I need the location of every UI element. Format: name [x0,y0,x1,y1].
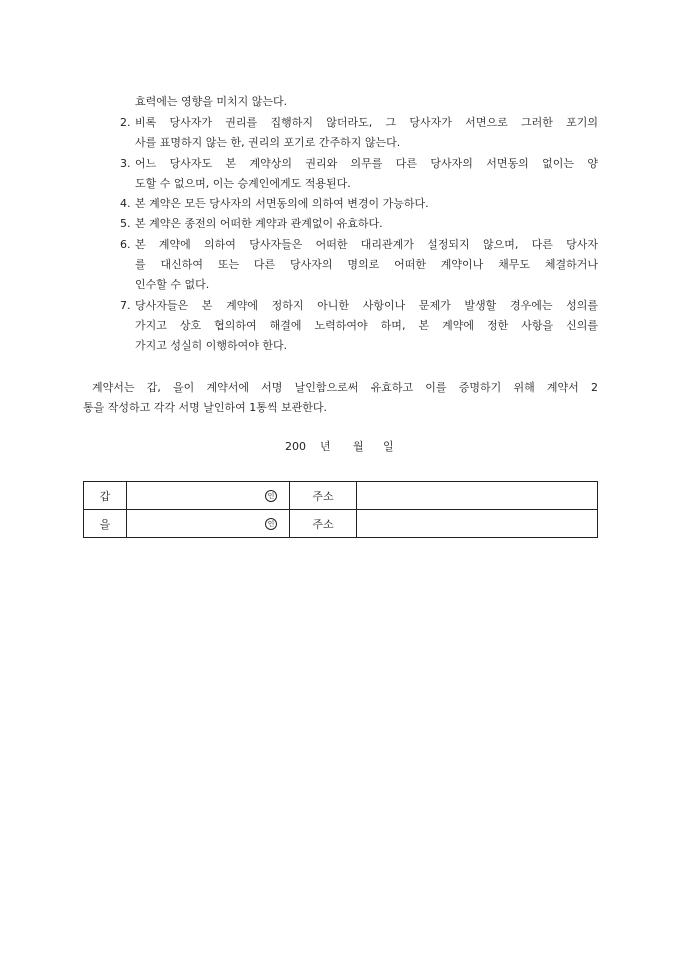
date-year: 200 [285,440,306,453]
clause-text-line: 사를 표명하지 않는 한, 권리의 포기로 간주하지 않는다. [135,136,401,149]
closing-paragraph-line: 통을 작성하고 각각 서명 날인하여 1통씩 보관한다. [83,401,327,414]
closing-paragraph-line: 계약서는 갑, 을이 계약서에 서명 날인함으로써 유효하고 이를 증명하기 위해 계약서 2 [92,381,598,394]
clause-number: 7. [120,299,131,312]
clause-text-line: 비록 당사자가 권리를 집행하지 않더라도, 그 당사자가 서면으로 그러한 포기의 [135,116,598,129]
signature-row-party-a [84,482,598,510]
clause-text-line: 본 계약은 종전의 어떠한 계약과 관계없이 유효하다. [135,217,383,230]
clause-text-line: 본 계약은 모든 당사자의 서면동의에 의하여 변경이 가능하다. [135,197,429,210]
clause-text-line: 어느 당사자도 본 계약상의 권리와 의무를 다른 당사자의 서면동의 없이는 양 [135,157,598,170]
seal-mark-icon: 인 [265,490,277,502]
date-month-unit: 월 [353,440,364,453]
clause-text-line: 인수할 수 없다. [135,278,210,291]
clause-text-line: 도할 수 없으며, 이는 승계인에게도 적용된다. [135,177,351,190]
clause-1-continuation: 효력에는 영향을 미치지 않는다. [135,95,288,108]
clause-text-line: 가지고 상호 협의하여 해결에 노력하여야 하며, 본 계약에 정한 사항을 신의를 [135,319,598,332]
clause-text-line: 본 계약에 의하여 당사자들은 어떠한 대리관계가 설정되지 않으며, 다른 당사자 [135,238,598,251]
date-day-unit: 일 [383,440,394,453]
seal-mark-icon: 인 [265,518,277,530]
party-b-label: 을 [84,510,127,538]
party-b-address-label: 주소 [290,510,357,538]
party-a-label: 갑 [84,482,127,510]
clause-number: 6. [120,238,131,251]
signature-row-party-b [84,510,598,538]
signature-table [83,481,598,538]
clause-number: 4. [120,197,131,210]
party-a-name-field[interactable] [127,482,290,510]
party-a-address-label: 주소 [290,482,357,510]
party-b-name-field[interactable] [127,510,290,538]
clause-text-line: 가지고 성실히 이행하여야 한다. [135,339,288,352]
clause-text-line: 당사자들은 본 계약에 정하지 아니한 사항이나 문제가 발생할 경우에는 성의를 [135,299,598,312]
clause-number: 5. [120,217,131,230]
clause-number: 3. [120,157,131,170]
party-b-address-field[interactable] [357,510,598,538]
clause-text-line: 를 대신하여 또는 다른 당사자의 명의로 어떠한 계약이나 채무도 체결하거나 [135,258,598,271]
clause-number: 2. [120,116,131,129]
date-year-unit: 년 [320,440,331,453]
party-a-address-field[interactable] [357,482,598,510]
